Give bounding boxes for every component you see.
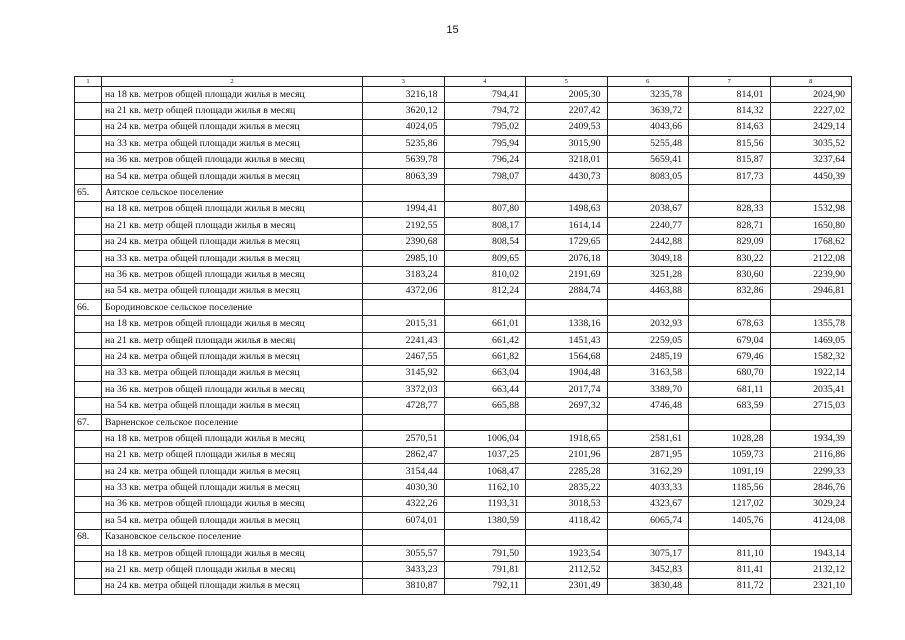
row-number bbox=[75, 365, 102, 381]
table-row bbox=[75, 562, 852, 578]
value-cell: 6074,01 bbox=[363, 513, 445, 529]
table-row bbox=[75, 349, 852, 365]
value-cell: 2570,51 bbox=[363, 431, 445, 447]
table-row bbox=[75, 119, 852, 135]
row-number bbox=[75, 447, 102, 463]
value-cell: 2227,02 bbox=[770, 103, 852, 119]
row-number bbox=[75, 480, 102, 496]
value-cell: 3372,03 bbox=[363, 382, 445, 398]
value-cell: 2112,52 bbox=[526, 562, 608, 578]
value-cell: 661,82 bbox=[444, 349, 526, 365]
row-label: на 24 кв. метра общей площади жилья в месяц bbox=[102, 119, 363, 135]
row-label: на 54 кв. метра общей площади жилья в месяц bbox=[102, 398, 363, 414]
value-cell: 1059,73 bbox=[689, 447, 771, 463]
value-cell: 2132,12 bbox=[770, 562, 852, 578]
value-cell bbox=[607, 300, 689, 316]
value-cell: 2442,88 bbox=[607, 234, 689, 250]
value-cell: 2985,10 bbox=[363, 250, 445, 266]
value-cell: 1650,80 bbox=[770, 218, 852, 234]
value-cell: 807,80 bbox=[444, 201, 526, 217]
value-cell: 2390,68 bbox=[363, 234, 445, 250]
value-cell: 832,86 bbox=[689, 283, 771, 299]
value-cell: 2035,41 bbox=[770, 382, 852, 398]
value-cell: 2207,42 bbox=[526, 103, 608, 119]
row-number bbox=[75, 382, 102, 398]
value-cell: 2017,74 bbox=[526, 382, 608, 398]
row-label: на 24 кв. метра общей площади жилья в месяц bbox=[102, 234, 363, 250]
value-cell: 683,59 bbox=[689, 398, 771, 414]
value-cell: 3218,01 bbox=[526, 152, 608, 168]
value-cell: 3162,29 bbox=[607, 463, 689, 479]
value-cell: 2485,19 bbox=[607, 349, 689, 365]
row-label: на 24 кв. метра общей площади жилья в месяц bbox=[102, 349, 363, 365]
value-cell: 3452,83 bbox=[607, 562, 689, 578]
value-cell bbox=[607, 414, 689, 430]
row-number bbox=[75, 119, 102, 135]
value-cell: 679,04 bbox=[689, 332, 771, 348]
value-cell: 2259,05 bbox=[607, 332, 689, 348]
value-cell: 1193,31 bbox=[444, 496, 526, 512]
value-cell: 4118,42 bbox=[526, 513, 608, 529]
value-cell: 2024,90 bbox=[770, 87, 852, 103]
value-cell: 2240,77 bbox=[607, 218, 689, 234]
row-label: на 54 кв. метра общей площади жилья в месяц bbox=[102, 513, 363, 529]
row-label: на 18 кв. метров общей площади жилья в месяц bbox=[102, 201, 363, 217]
value-cell: 3389,70 bbox=[607, 382, 689, 398]
value-cell: 5639,78 bbox=[363, 152, 445, 168]
column-header: 6 bbox=[607, 77, 689, 87]
table-row bbox=[75, 250, 852, 266]
settlement-name: Аятское сельское поселение bbox=[102, 185, 363, 201]
row-number bbox=[75, 513, 102, 529]
value-cell: 2467,55 bbox=[363, 349, 445, 365]
value-cell: 814,63 bbox=[689, 119, 771, 135]
value-cell: 812,24 bbox=[444, 283, 526, 299]
row-label: на 33 кв. метра общей площади жилья в месяц bbox=[102, 365, 363, 381]
table-row bbox=[75, 463, 852, 479]
value-cell: 2038,67 bbox=[607, 201, 689, 217]
value-cell: 798,07 bbox=[444, 168, 526, 184]
value-cell: 794,41 bbox=[444, 87, 526, 103]
table-body bbox=[75, 77, 852, 595]
row-number bbox=[75, 398, 102, 414]
value-cell: 4450,39 bbox=[770, 168, 852, 184]
value-cell: 1943,14 bbox=[770, 545, 852, 561]
row-number bbox=[75, 431, 102, 447]
row-number bbox=[75, 463, 102, 479]
table-row bbox=[75, 267, 852, 283]
row-number bbox=[75, 283, 102, 299]
value-cell: 5235,86 bbox=[363, 136, 445, 152]
row-number bbox=[75, 545, 102, 561]
row-number bbox=[75, 103, 102, 119]
value-cell: 817,73 bbox=[689, 168, 771, 184]
value-cell: 2409,53 bbox=[526, 119, 608, 135]
table-row bbox=[75, 431, 852, 447]
value-cell: 2299,33 bbox=[770, 463, 852, 479]
table-row bbox=[75, 382, 852, 398]
value-cell: 794,72 bbox=[444, 103, 526, 119]
value-cell: 3049,18 bbox=[607, 250, 689, 266]
table-row bbox=[75, 283, 852, 299]
table-header-row bbox=[75, 77, 852, 87]
row-label: на 21 кв. метр общей площади жилья в месяц bbox=[102, 103, 363, 119]
value-cell: 1380,59 bbox=[444, 513, 526, 529]
value-cell bbox=[770, 529, 852, 545]
value-cell bbox=[444, 300, 526, 316]
value-cell bbox=[689, 414, 771, 430]
value-cell: 4430,73 bbox=[526, 168, 608, 184]
value-cell: 2101,96 bbox=[526, 447, 608, 463]
value-cell: 2032,93 bbox=[607, 316, 689, 332]
value-cell: 4463,88 bbox=[607, 283, 689, 299]
value-cell: 1994,41 bbox=[363, 201, 445, 217]
value-cell: 1355,78 bbox=[770, 316, 852, 332]
table-row bbox=[75, 332, 852, 348]
value-cell: 1162,10 bbox=[444, 480, 526, 496]
column-header: 3 bbox=[363, 77, 445, 87]
row-label: на 36 кв. метров общей площади жилья в месяц bbox=[102, 496, 363, 512]
row-number: 66. bbox=[75, 300, 102, 316]
row-number: 67. bbox=[75, 414, 102, 430]
row-number bbox=[75, 87, 102, 103]
table-row bbox=[75, 545, 852, 561]
value-cell: 828,33 bbox=[689, 201, 771, 217]
table-row bbox=[75, 365, 852, 381]
value-cell: 830,22 bbox=[689, 250, 771, 266]
value-cell: 1451,43 bbox=[526, 332, 608, 348]
row-label: на 21 кв. метр общей площади жилья в месяц bbox=[102, 332, 363, 348]
table-row bbox=[75, 398, 852, 414]
value-cell: 661,42 bbox=[444, 332, 526, 348]
table-row bbox=[75, 87, 852, 103]
value-cell: 792,11 bbox=[444, 578, 526, 594]
value-cell: 1582,32 bbox=[770, 349, 852, 365]
column-header: 1 bbox=[75, 77, 102, 87]
value-cell: 1498,63 bbox=[526, 201, 608, 217]
value-cell: 2946,81 bbox=[770, 283, 852, 299]
value-cell bbox=[526, 185, 608, 201]
value-cell: 2835,22 bbox=[526, 480, 608, 496]
value-cell: 811,72 bbox=[689, 578, 771, 594]
row-number bbox=[75, 349, 102, 365]
value-cell: 3810,87 bbox=[363, 578, 445, 594]
row-number bbox=[75, 250, 102, 266]
row-number: 68. bbox=[75, 529, 102, 545]
value-cell bbox=[526, 300, 608, 316]
table-section-row bbox=[75, 185, 852, 201]
value-cell: 2015,31 bbox=[363, 316, 445, 332]
value-cell: 3018,53 bbox=[526, 496, 608, 512]
value-cell bbox=[363, 414, 445, 430]
row-label: на 33 кв. метра общей площади жилья в месяц bbox=[102, 136, 363, 152]
value-cell: 3235,78 bbox=[607, 87, 689, 103]
value-cell: 795,02 bbox=[444, 119, 526, 135]
value-cell: 3216,18 bbox=[363, 87, 445, 103]
row-number bbox=[75, 562, 102, 578]
value-cell: 5659,41 bbox=[607, 152, 689, 168]
value-cell: 828,71 bbox=[689, 218, 771, 234]
row-label: на 33 кв. метра общей площади жилья в месяц bbox=[102, 250, 363, 266]
value-cell: 1405,76 bbox=[689, 513, 771, 529]
column-header: 7 bbox=[689, 77, 771, 87]
value-cell: 1338,16 bbox=[526, 316, 608, 332]
value-cell: 791,81 bbox=[444, 562, 526, 578]
column-header: 4 bbox=[444, 77, 526, 87]
value-cell: 2715,03 bbox=[770, 398, 852, 414]
value-cell: 3029,24 bbox=[770, 496, 852, 512]
value-cell: 2005,30 bbox=[526, 87, 608, 103]
table-row bbox=[75, 201, 852, 217]
value-cell bbox=[770, 414, 852, 430]
row-number bbox=[75, 578, 102, 594]
value-cell: 1532,98 bbox=[770, 201, 852, 217]
row-number bbox=[75, 267, 102, 283]
table-section-row bbox=[75, 529, 852, 545]
value-cell: 1564,68 bbox=[526, 349, 608, 365]
value-cell: 2191,69 bbox=[526, 267, 608, 283]
value-cell: 815,87 bbox=[689, 152, 771, 168]
row-label: на 33 кв. метра общей площади жилья в месяц bbox=[102, 480, 363, 496]
row-label: на 21 кв. метр общей площади жилья в месяц bbox=[102, 447, 363, 463]
value-cell: 1006,04 bbox=[444, 431, 526, 447]
value-cell: 8063,39 bbox=[363, 168, 445, 184]
value-cell: 809,65 bbox=[444, 250, 526, 266]
value-cell: 663,44 bbox=[444, 382, 526, 398]
value-cell: 808,17 bbox=[444, 218, 526, 234]
value-cell: 2285,28 bbox=[526, 463, 608, 479]
table-section-row bbox=[75, 300, 852, 316]
value-cell: 678,63 bbox=[689, 316, 771, 332]
value-cell bbox=[689, 185, 771, 201]
value-cell: 679,46 bbox=[689, 349, 771, 365]
value-cell: 796,24 bbox=[444, 152, 526, 168]
table-row bbox=[75, 168, 852, 184]
value-cell bbox=[526, 414, 608, 430]
table-row bbox=[75, 578, 852, 594]
value-cell bbox=[444, 185, 526, 201]
value-cell: 1922,14 bbox=[770, 365, 852, 381]
table-row bbox=[75, 103, 852, 119]
row-label: на 18 кв. метров общей площади жилья в месяц bbox=[102, 431, 363, 447]
value-cell: 2301,49 bbox=[526, 578, 608, 594]
value-cell bbox=[607, 185, 689, 201]
value-cell: 4728,77 bbox=[363, 398, 445, 414]
value-cell: 1934,39 bbox=[770, 431, 852, 447]
value-cell: 681,11 bbox=[689, 382, 771, 398]
row-label: на 36 кв. метров общей площади жилья в месяц bbox=[102, 152, 363, 168]
table-row bbox=[75, 152, 852, 168]
row-number bbox=[75, 152, 102, 168]
value-cell bbox=[363, 185, 445, 201]
column-header: 8 bbox=[770, 77, 852, 87]
value-cell: 663,04 bbox=[444, 365, 526, 381]
value-cell bbox=[770, 300, 852, 316]
settlement-name: Бородиновское сельское поселение bbox=[102, 300, 363, 316]
value-cell: 1037,25 bbox=[444, 447, 526, 463]
value-cell bbox=[770, 185, 852, 201]
row-number bbox=[75, 201, 102, 217]
value-cell: 2846,76 bbox=[770, 480, 852, 496]
value-cell: 829,09 bbox=[689, 234, 771, 250]
value-cell: 3163,58 bbox=[607, 365, 689, 381]
value-cell: 3154,44 bbox=[363, 463, 445, 479]
value-cell: 2239,90 bbox=[770, 267, 852, 283]
value-cell: 1923,54 bbox=[526, 545, 608, 561]
value-cell: 8083,05 bbox=[607, 168, 689, 184]
value-cell: 1768,62 bbox=[770, 234, 852, 250]
column-header: 2 bbox=[102, 77, 363, 87]
row-label: на 36 кв. метров общей площади жилья в месяц bbox=[102, 267, 363, 283]
row-label: на 18 кв. метров общей площади жилья в месяц bbox=[102, 545, 363, 561]
value-cell: 811,41 bbox=[689, 562, 771, 578]
value-cell: 3075,17 bbox=[607, 545, 689, 561]
row-number bbox=[75, 136, 102, 152]
value-cell bbox=[444, 414, 526, 430]
value-cell: 814,32 bbox=[689, 103, 771, 119]
row-number bbox=[75, 168, 102, 184]
value-cell: 2122,08 bbox=[770, 250, 852, 266]
value-cell: 2884,74 bbox=[526, 283, 608, 299]
value-cell: 3620,12 bbox=[363, 103, 445, 119]
value-cell: 810,02 bbox=[444, 267, 526, 283]
tariff-table bbox=[74, 76, 852, 595]
row-label: на 24 кв. метра общей площади жилья в месяц bbox=[102, 463, 363, 479]
value-cell: 2321,10 bbox=[770, 578, 852, 594]
value-cell: 1091,19 bbox=[689, 463, 771, 479]
value-cell: 665,88 bbox=[444, 398, 526, 414]
value-cell bbox=[607, 529, 689, 545]
value-cell: 3035,52 bbox=[770, 136, 852, 152]
table-row bbox=[75, 234, 852, 250]
value-cell: 3145,92 bbox=[363, 365, 445, 381]
value-cell: 814,01 bbox=[689, 87, 771, 103]
row-number bbox=[75, 496, 102, 512]
table-row bbox=[75, 496, 852, 512]
value-cell: 5255,48 bbox=[607, 136, 689, 152]
value-cell: 3237,64 bbox=[770, 152, 852, 168]
value-cell bbox=[689, 529, 771, 545]
value-cell: 4322,26 bbox=[363, 496, 445, 512]
value-cell: 4024,05 bbox=[363, 119, 445, 135]
row-label: на 54 кв. метра общей площади жилья в месяц bbox=[102, 283, 363, 299]
value-cell bbox=[526, 529, 608, 545]
value-cell: 2116,86 bbox=[770, 447, 852, 463]
value-cell: 2871,95 bbox=[607, 447, 689, 463]
row-label: на 21 кв. метр общей площади жилья в месяц bbox=[102, 562, 363, 578]
row-label: на 18 кв. метров общей площади жилья в месяц bbox=[102, 316, 363, 332]
page-number: 15 bbox=[446, 24, 459, 36]
value-cell bbox=[444, 529, 526, 545]
value-cell: 3183,24 bbox=[363, 267, 445, 283]
value-cell: 2581,61 bbox=[607, 431, 689, 447]
value-cell: 3433,23 bbox=[363, 562, 445, 578]
value-cell: 2076,18 bbox=[526, 250, 608, 266]
row-number bbox=[75, 234, 102, 250]
value-cell: 815,56 bbox=[689, 136, 771, 152]
value-cell: 3251,28 bbox=[607, 267, 689, 283]
value-cell: 2241,43 bbox=[363, 332, 445, 348]
row-number bbox=[75, 316, 102, 332]
row-label: на 18 кв. метров общей площади жилья в месяц bbox=[102, 87, 363, 103]
value-cell: 1918,65 bbox=[526, 431, 608, 447]
value-cell: 1217,02 bbox=[689, 496, 771, 512]
value-cell: 1729,65 bbox=[526, 234, 608, 250]
table-row bbox=[75, 136, 852, 152]
value-cell: 808,54 bbox=[444, 234, 526, 250]
value-cell bbox=[363, 529, 445, 545]
value-cell: 2697,32 bbox=[526, 398, 608, 414]
value-cell bbox=[689, 300, 771, 316]
value-cell: 2429,14 bbox=[770, 119, 852, 135]
row-label: на 24 кв. метра общей площади жилья в месяц bbox=[102, 578, 363, 594]
settlement-name: Казановское сельское поселение bbox=[102, 529, 363, 545]
value-cell: 3830,48 bbox=[607, 578, 689, 594]
value-cell: 680,70 bbox=[689, 365, 771, 381]
value-cell: 3055,57 bbox=[363, 545, 445, 561]
value-cell: 2862,47 bbox=[363, 447, 445, 463]
value-cell: 1185,56 bbox=[689, 480, 771, 496]
value-cell: 4372,06 bbox=[363, 283, 445, 299]
value-cell: 6065,74 bbox=[607, 513, 689, 529]
value-cell: 1904,48 bbox=[526, 365, 608, 381]
row-label: на 36 кв. метров общей площади жилья в месяц bbox=[102, 382, 363, 398]
table-row bbox=[75, 513, 852, 529]
value-cell: 1028,28 bbox=[689, 431, 771, 447]
value-cell: 811,10 bbox=[689, 545, 771, 561]
value-cell: 4043,66 bbox=[607, 119, 689, 135]
column-header: 5 bbox=[526, 77, 608, 87]
value-cell: 3639,72 bbox=[607, 103, 689, 119]
table-row bbox=[75, 218, 852, 234]
value-cell: 1469,05 bbox=[770, 332, 852, 348]
value-cell: 1614,14 bbox=[526, 218, 608, 234]
row-number: 65. bbox=[75, 185, 102, 201]
table-row bbox=[75, 316, 852, 332]
value-cell: 4033,33 bbox=[607, 480, 689, 496]
value-cell: 4323,67 bbox=[607, 496, 689, 512]
table-row bbox=[75, 480, 852, 496]
value-cell: 791,50 bbox=[444, 545, 526, 561]
value-cell: 830,60 bbox=[689, 267, 771, 283]
value-cell: 1068,47 bbox=[444, 463, 526, 479]
value-cell: 2192,55 bbox=[363, 218, 445, 234]
value-cell: 4030,30 bbox=[363, 480, 445, 496]
row-label: на 54 кв. метра общей площади жилья в месяц bbox=[102, 168, 363, 184]
row-label: на 21 кв. метр общей площади жилья в месяц bbox=[102, 218, 363, 234]
table-row bbox=[75, 447, 852, 463]
value-cell: 4124,08 bbox=[770, 513, 852, 529]
table-section-row bbox=[75, 414, 852, 430]
row-number bbox=[75, 218, 102, 234]
row-number bbox=[75, 332, 102, 348]
value-cell bbox=[363, 300, 445, 316]
value-cell: 661,01 bbox=[444, 316, 526, 332]
value-cell: 4746,48 bbox=[607, 398, 689, 414]
value-cell: 3015,90 bbox=[526, 136, 608, 152]
settlement-name: Варненское сельское поселение bbox=[102, 414, 363, 430]
value-cell: 795,94 bbox=[444, 136, 526, 152]
